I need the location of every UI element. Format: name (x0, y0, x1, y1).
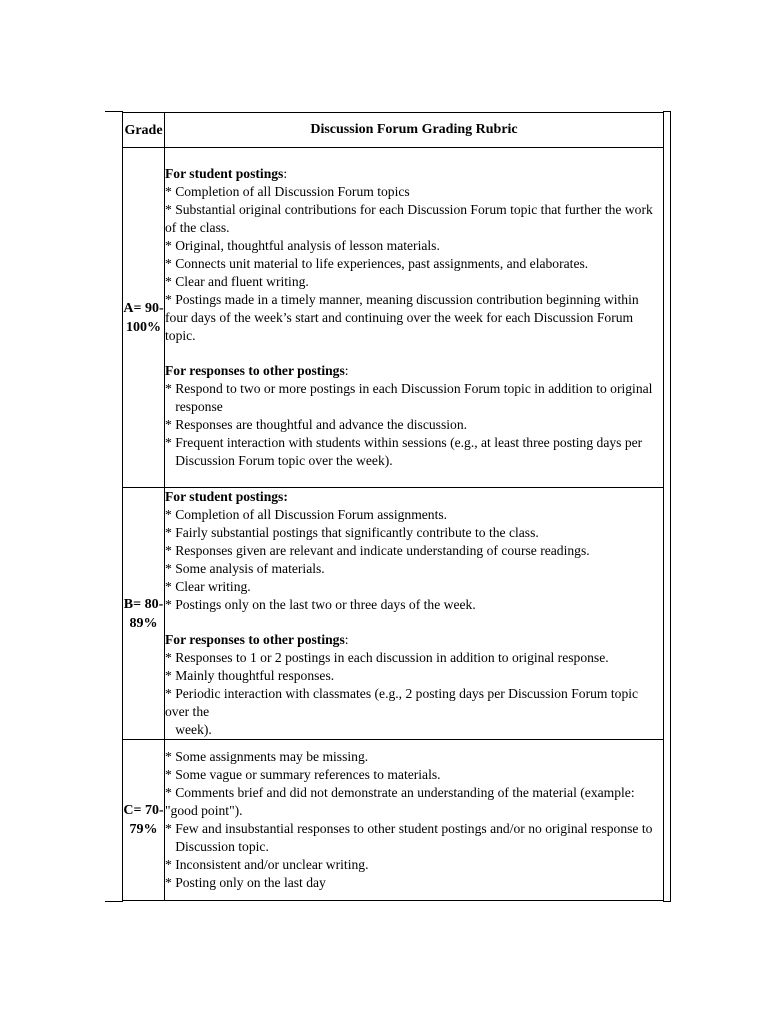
criterion-line: * Some analysis of materials. (165, 561, 325, 576)
criterion-line: * Completion of all Discussion Forum topics (165, 184, 410, 199)
criterion-line: * Postings only on the last two or three days of the week. (165, 597, 476, 612)
table-row (123, 488, 664, 740)
criterion-line: * Responses given are relevant and indicate understanding of course readings. (165, 543, 590, 558)
criterion-line: * Few and insubstantial responses to other student postings and/or no original response to (165, 821, 653, 836)
table-outer-frame-left (105, 111, 123, 902)
criteria-cell (165, 488, 664, 740)
criterion-line: Discussion Forum topic over the week). (165, 453, 393, 468)
criterion-line: * Mainly thoughtful responses. (165, 668, 335, 683)
criterion-line: * Clear writing. (165, 579, 251, 594)
criterion-line: * Comments brief and did not demonstrate an understanding of the material (example: "good point"). (165, 785, 639, 818)
criteria-cell (165, 148, 664, 488)
section-heading-text: For student postings: (165, 489, 288, 504)
section-heading-text: For responses to other postings (165, 632, 345, 647)
rubric-title: Discussion Forum Grading Rubric (165, 113, 664, 148)
criterion-line: * Fairly substantial postings that significantly contribute to the class. (165, 525, 539, 540)
section-heading (165, 631, 663, 649)
section-heading (165, 362, 663, 380)
table-header-row (123, 113, 664, 148)
criterion-line: week). (165, 722, 212, 737)
section-heading-punctuation: : (344, 632, 349, 647)
criterion-line: * Posting only on the last day (165, 875, 326, 890)
section-heading (165, 488, 663, 506)
criterion-line: * Completion of all Discussion Forum assignments. (165, 507, 448, 522)
section-spacer (165, 345, 663, 362)
criterion-line: * Inconsistent and/or unclear writing. (165, 857, 369, 872)
criterion-line: * Some assignments may be missing. (165, 749, 369, 764)
criterion-line: * Frequent interaction with students within sessions (e.g., at least three posting days per (165, 435, 643, 450)
criterion-line: response (165, 399, 223, 414)
section-heading-text: For responses to other postings (165, 363, 345, 378)
section-heading-punctuation: : (344, 363, 349, 378)
criterion-line: * Original, thoughtful analysis of lesson materials. (165, 238, 440, 253)
section-heading-punctuation: : (283, 166, 288, 181)
section-heading-text: For student postings (165, 166, 284, 181)
section-spacer (165, 614, 663, 631)
criterion-line: * Connects unit material to life experiences, past assignments, and elaborates. (165, 256, 589, 271)
criterion-line: * Substantial original contributions for each Discussion Forum topic that further the work of the class. (165, 202, 657, 235)
grade-range-cell: C= 70-79% (123, 740, 165, 901)
criterion-line: * Responses are thoughtful and advance the discussion. (165, 417, 468, 432)
criterion-line: * Responses to 1 or 2 postings in each discussion in addition to original response. (165, 650, 609, 665)
table-row (123, 148, 664, 488)
section-heading (165, 165, 663, 183)
criterion-line: * Periodic interaction with classmates (e.g., 2 posting days per Discussion Forum topic over the (165, 686, 642, 719)
table-outer-frame-right (663, 111, 671, 902)
grade-range-cell: B= 80-89% (123, 488, 165, 740)
criterion-line: * Clear and fluent writing. (165, 274, 309, 289)
criterion-line: * Respond to two or more postings in each Discussion Forum topic in addition to original (165, 381, 653, 396)
grading-rubric-table (122, 112, 664, 901)
table-row (123, 740, 664, 901)
criterion-line: * Some vague or summary references to materials. (165, 767, 441, 782)
criterion-line: Discussion topic. (165, 839, 269, 854)
grade-column-header: Grade (123, 113, 165, 148)
grade-range-cell: A= 90-100% (123, 148, 165, 488)
criterion-line: * Postings made in a timely manner, meaning discussion contribution beginning within four days of the week’s start and continuing over the week for each Discussion Forum topic. (165, 292, 643, 343)
criteria-cell (165, 740, 664, 901)
